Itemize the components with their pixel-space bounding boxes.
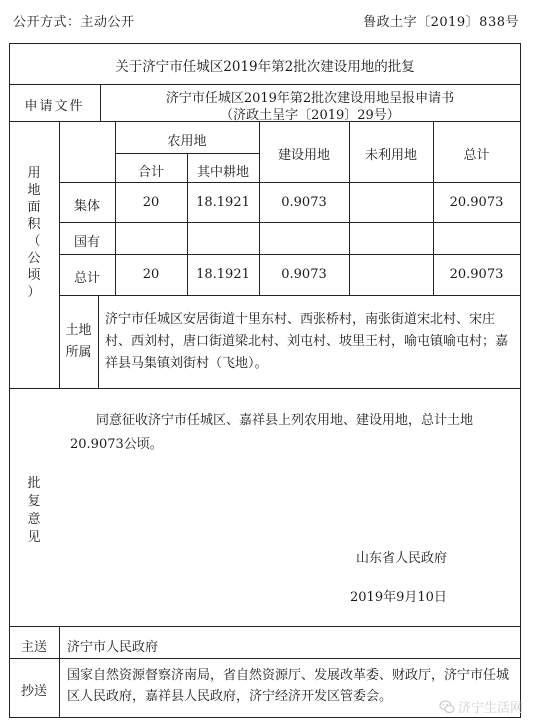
table-border-left [9,43,10,718]
rule-recipient-label [59,626,60,718]
header-construction: 建设用地 [277,148,330,163]
area-label-char: 顷 [27,268,41,283]
area-label-char: ） [27,285,41,300]
area-label-char: 面 [27,200,41,215]
header-subtotal: 合计 [137,165,164,180]
rule-approval-bottom [9,626,521,627]
table-border-bottom [9,717,521,718]
approval-organization: 山东省人民政府 [356,551,448,566]
cc-text: 国家自然资源督察济南局，省自然资源厅、发展改革委、财政厅，济宁市任城区人民政府，嘉祥县人民政府，济宁经济开发区管委会。 [67,668,510,704]
wechat-icon [439,699,455,715]
header-farmland: 农用地 [167,134,207,149]
document-title: 关于济宁市任城区2019年第2批次建设用地的批复 [115,59,415,75]
watermark-text: 济宁生活网 [457,701,523,716]
header-total: 总计 [463,148,490,163]
approval-label-char: 批 [27,476,41,491]
ownership-label [59,320,98,364]
main-recipient: 济宁市人民政府 [67,640,159,655]
watermark [439,697,523,716]
cell-construction: 0.9073 [281,195,327,210]
area-label-char: （ [27,234,41,249]
application-label: 申请文件 [24,99,85,114]
header-cultivated: 其中耕地 [196,165,249,180]
cell-total: 20.9073 [449,195,504,210]
approval-label-char: 复 [27,494,41,509]
main-recipient-label: 主送 [20,640,47,655]
document-number: 鲁政土字〔2019〕838号 [363,15,519,30]
approval-label [9,475,59,547]
table-border-right [520,43,521,718]
rule-title-bottom [9,84,521,85]
disclosure-method: 公开方式：主动公开 [13,15,135,30]
approval-document-table [9,43,521,718]
rule-row-collective [59,222,521,223]
ownership-label-line: 所属 [65,345,92,360]
rule-ownership-bottom [9,388,521,389]
rule-subheader-bottom [59,182,521,183]
approval-label-char: 见 [27,530,41,545]
rule-ownership-label [98,295,99,389]
area-label-char: 公 [27,251,41,266]
row-label-collective: 集体 [73,199,100,214]
cell-total: 20.9073 [449,267,504,282]
approval-label-char: 意 [27,512,41,527]
ownership-text: 济宁市任城区安居街道十里东村、西张桥村，南张街道宋北村、宋庄村、西刘村，唐口街道梁北村、刘屯村、坡里王村，喻屯镇喻屯村；嘉祥县马集镇刘街村（飞地）。 [105,312,509,371]
area-label [9,165,59,301]
ownership-label-line: 土地 [65,323,92,338]
rule-row-state [59,254,521,255]
rule-row-total [59,295,521,296]
cell-construction: 0.9073 [281,267,327,282]
area-label-char: 用 [27,166,41,181]
approval-date: 2019年9月10日 [350,590,447,605]
row-label-total: 总计 [73,271,100,286]
cell-cultivated: 18.1921 [196,267,250,282]
cc-label: 抄送 [20,684,47,699]
cell-cultivated: 18.1921 [196,195,250,210]
cell-subtotal: 20 [142,195,160,210]
area-label-char: 积 [27,217,41,232]
row-label-state: 国有 [73,235,100,250]
area-label-char: 地 [27,183,41,198]
application-number: （济政土呈字〔2019〕29号） [220,108,400,123]
rule-main-recipient-bottom [9,658,521,659]
approval-text: 同意征收济宁市任城区、嘉祥县上列农用地、建设用地，总计土地20.9073公顷。 [70,413,474,452]
cell-subtotal: 20 [142,267,160,282]
header-unused: 未利用地 [364,148,417,163]
application-title: 济宁市任城区2019年第2批次建设用地呈报申请书 [165,91,455,106]
table-border-top [9,43,521,44]
